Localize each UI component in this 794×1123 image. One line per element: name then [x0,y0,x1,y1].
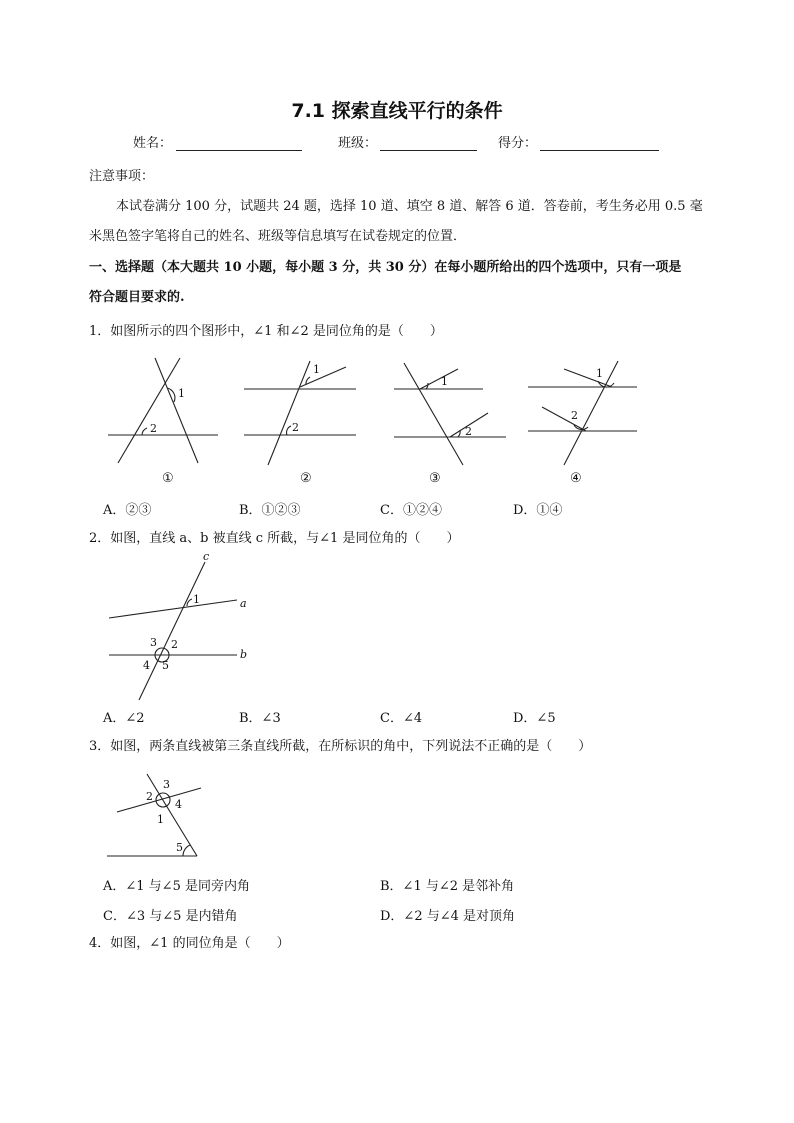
question-1-option-a[interactable]: A．②③ [103,503,152,518]
class-blank[interactable] [380,150,477,151]
angle-1-label: 1 [596,367,603,380]
score-label: 得分： [498,136,538,151]
question-1-figure-1 [100,355,230,470]
angle-2-label: 2 [171,638,178,651]
angle-1-label: 1 [313,363,320,376]
angle-3-label: 3 [150,636,157,649]
angle-4-label: 4 [143,659,150,672]
question-1-figure-3 [388,355,518,470]
figure-label-1: ① [162,471,174,486]
question-1-figure-2 [238,355,368,470]
angle-5-label: 5 [162,659,169,672]
angle-2-label: 2 [292,421,299,434]
angle-2-label: 2 [465,425,472,438]
question-3-option-c[interactable]: C．∠3 与∠5 是内错角 [103,909,238,924]
question-2-stem: 2．如图，直线 a、b 被直线 c 所截，与∠1 是同位角的（ ） [89,531,460,546]
score-blank[interactable] [540,150,659,151]
question-3-figure [105,770,215,860]
angle-1-label: 1 [178,387,185,400]
notice-line-2: 米黑色签字笔将自己的姓名、班级等信息填写在试卷规定的位置． [89,229,467,244]
notice-line-1: 本试卷满分 100 分，试题共 24 题，选择 10 道、填空 8 道、解答 6 道．答卷前，考生务必用 0.5 毫 [116,199,703,214]
name-blank[interactable] [176,150,302,151]
question-4-stem: 4．如图，∠1 的同位角是（ ） [89,936,290,951]
angle-2-label: 2 [571,409,578,422]
question-2-figure [105,552,265,702]
question-1-stem: 1．如图所示的四个图形中，∠1 和∠2 是同位角的是（ ） [89,324,443,339]
question-1-option-b[interactable]: B．①②③ [239,503,301,518]
class-label: 班级： [338,136,378,151]
name-label: 姓名： [133,136,173,151]
question-1-figure-4 [522,355,652,470]
question-2-option-a[interactable]: A．∠2 [103,711,145,726]
angle-5-label: 5 [176,841,183,854]
question-3-option-d[interactable]: D．∠2 与∠4 是对顶角 [380,909,516,924]
figure-label-4: ④ [570,471,582,486]
question-1-option-d[interactable]: D．①④ [513,503,563,518]
line-b-label: b [240,648,248,661]
line-c-label: c [203,550,210,563]
angle-1-label: 1 [157,813,164,826]
page-title: 7.1 探索直线平行的条件 [291,100,503,122]
line-a-label: a [240,597,247,610]
angle-4-label: 4 [175,798,182,811]
angle-2-label: 2 [146,790,153,803]
angle-1-label: 1 [193,593,200,606]
question-2-option-d[interactable]: D．∠5 [513,711,556,726]
question-3-stem: 3．如图，两条直线被第三条直线所截，在所标识的角中，下列说法不正确的是（ ） [89,739,592,754]
notice-heading: 注意事项： [89,169,155,184]
angle-1-label: 1 [441,375,448,388]
question-3-option-b[interactable]: B．∠1 与∠2 是邻补角 [380,879,515,894]
question-2-option-b[interactable]: B．∠3 [239,711,281,726]
figure-label-3: ③ [429,471,441,486]
question-3-option-a[interactable]: A．∠1 与∠5 是同旁内角 [103,879,250,894]
question-2-option-c[interactable]: C．∠4 [380,711,423,726]
angle-3-label: 3 [163,778,170,791]
section-heading-line-2: 符合题目要求的. [89,290,185,305]
section-heading-line-1: 一、选择题（本大题共 10 小题，每小题 3 分，共 30 分）在每小题所给出的四个选项中，只有一项是 [89,260,682,275]
angle-2-label: 2 [150,422,157,435]
question-1-option-c[interactable]: C．①②④ [380,503,442,518]
figure-label-2: ② [300,471,312,486]
